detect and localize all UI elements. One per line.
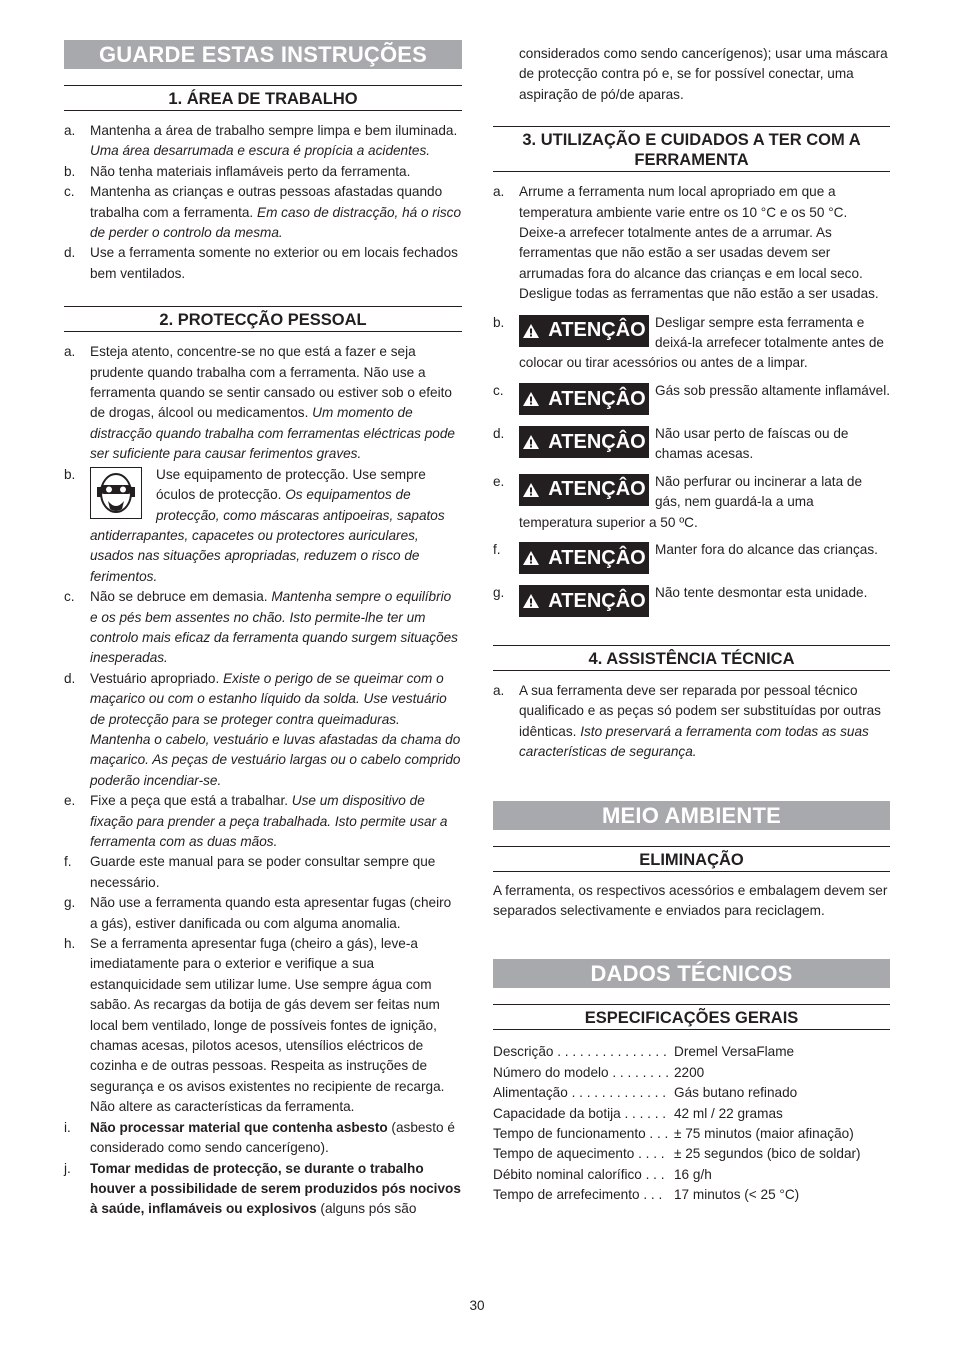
item-italic-text: Isto preservará a ferramenta com todas as suas características de segurança. <box>519 723 869 760</box>
warning-triangle-icon <box>522 323 540 339</box>
item-italic-text: Em caso de distracção, há o risco de perder o controlo da mesma. <box>90 204 461 241</box>
item-bold-text: Não processar material que contenha asbesto <box>90 1119 388 1135</box>
item-text: Mantenha as crianças e outras pessoas afastadas quando trabalha com a ferramenta. <box>90 184 443 220</box>
item-bold-text: Tomar medidas de protecção, se durante o trabalho houver a possibilidade de serem produzidos pós nocivos à saúde, inflamáveis ou explosivos <box>90 1160 461 1217</box>
item-label: d. <box>64 670 76 686</box>
item-italic-text: Uma área desarrumada e escura é propícia a acidentes. <box>90 143 431 159</box>
list-item <box>64 182 462 243</box>
item-text: Guarde este manual para se poder consultar sempre que necessário. <box>90 854 436 890</box>
warning-text: Não tente desmontar esta unidade. <box>655 584 868 600</box>
warning-triangle-icon <box>522 434 540 450</box>
disposal-text: A ferramenta, os respectivos acessórios e embalagem devem ser separados selectivamente e enviados para reciclagem. <box>493 882 888 918</box>
item-label: f. <box>64 854 72 870</box>
list-item <box>64 243 462 284</box>
warning-item <box>493 424 890 465</box>
spec-value: 2200 <box>674 1064 705 1080</box>
continuation-text: considerados como sendo cancerígenos); usar uma máscara de protecção contra pó e, se for possível conectar, uma aspiração de pó/de aparas. <box>519 46 888 102</box>
item-label: a. <box>493 184 505 200</box>
work-area-list <box>64 121 462 284</box>
item-label: c. <box>493 382 504 398</box>
section-heading-personal-protection: 2. PROTECÇÃO PESSOAL <box>64 306 462 332</box>
spec-value: 17 minutos (< 25 °C) <box>674 1187 800 1203</box>
item-text: Use a ferramenta somente no exterior ou em locais fechados bem ventilados. <box>90 245 458 281</box>
item-text: Use equipamento de protecção. Use sempre óculos de protecção. <box>156 466 426 503</box>
list-item <box>64 1118 462 1159</box>
list-item <box>493 681 890 763</box>
warning-badge <box>519 474 649 506</box>
item-label: a. <box>64 344 76 360</box>
section-heading-tool-use: 3. UTILIZAÇÃO E CUIDADOS A TER COM A FERRAMENTA <box>493 126 890 172</box>
warning-text: Desligar sempre esta ferramenta e deixá-la arrefecer totalmente antes de colocar ou tirar acessórios ou antes de a limpar. <box>519 314 884 371</box>
list-item <box>64 852 462 893</box>
item-label: j. <box>64 1160 71 1176</box>
item-label: c. <box>64 589 75 605</box>
warning-item <box>493 472 890 533</box>
warning-text: Gás sob pressão altamente inflamável. <box>655 382 890 398</box>
item-text: A sua ferramenta deve ser reparada por pessoal técnico qualificado e as peças só podem ser substituídas por outras idênticas. <box>519 682 881 739</box>
warning-triangle-icon <box>522 391 540 407</box>
safety-goggles-mask-icon <box>90 467 142 519</box>
warning-label: ATENÇÂO <box>548 589 646 612</box>
item-label: b. <box>493 314 505 330</box>
item-text: Não use a ferramenta quando esta apresentar fugas (cheiro a gás), estiver danificada ou com alguma anomalia. <box>90 895 452 931</box>
item-label: a. <box>493 682 505 698</box>
spec-row <box>493 1104 890 1124</box>
item-label: d. <box>493 425 505 441</box>
item-label: a. <box>64 123 76 138</box>
spec-key: Descrição . . . . . . . . . . . . . . . <box>493 1044 667 1060</box>
warning-label: ATENÇÂO <box>548 387 646 410</box>
right-column <box>493 44 890 1206</box>
warning-text: Manter fora do alcance das crianças. <box>655 541 878 557</box>
warning-label: ATENÇÂO <box>548 478 646 501</box>
spec-row <box>493 1124 890 1144</box>
page-number: 30 <box>469 1298 485 1313</box>
item-italic-text: Use um dispositivo de fixação para prender a peça trabalhada. Isto permite usar a ferramenta com as duas mãos. <box>90 793 448 849</box>
list-item <box>64 162 462 182</box>
section-heading-disposal: ELIMINAÇÃO <box>493 846 890 872</box>
item-italic-text: Mantenha sempre o equilíbrio e os pés bem assentes no chão. Isto permite-lhe ter um controlo mais eficaz da ferramenta quando surgem situações inesperadas. <box>90 589 458 666</box>
item-italic-text: Um momento de distracção quando trabalha com ferramentas eléctricas pode ser suficiente para causar ferimentos graves. <box>90 405 455 462</box>
left-column <box>64 40 462 1220</box>
item-text: Se a ferramenta apresentar fuga (cheiro a gás), leve-a imediatamente para o exterior e verifique a sua estanquicidade sem utilizar lume. Use sempre água com sabão. As recargas da botija de gás devem ser feitas num local bem ventilado, longe de possíveis fontes de ignição, chamas acesas, pilotos acesos, utensílios eléctricos de cozinha e de outras pessoas. Respeita as instruções de segurança e os avisos existentes no recipiente de recarga. Não altere as características da ferramenta. <box>90 936 445 1115</box>
list-item <box>64 669 462 791</box>
spec-key: Tempo de arrefecimento . . . <box>493 1187 663 1203</box>
item-italic-text: Existe o perigo de se queimar com o maçarico ou com o estanho líquido da solda. Use vestuário de protecção para se proteger contra queimaduras. Mantenha o cabelo, vestuário e luvas afastadas da chama do maçarico. As peças de vestuário largas ou o cabelo comprido poderão incendiar-se. <box>90 670 461 788</box>
list-item <box>64 342 462 464</box>
warning-badge <box>519 426 649 458</box>
spec-row <box>493 1083 890 1103</box>
spec-value: 16 g/h <box>674 1166 712 1182</box>
item-text: (asbesto é considerado como sendo cancerígeno). <box>90 1119 455 1156</box>
item-label: e. <box>64 793 76 809</box>
item-text: Não se debruce em demasia. <box>90 589 268 605</box>
warning-item <box>493 540 890 576</box>
list-item <box>64 121 462 162</box>
spec-key: Tempo de funcionamento . . . <box>493 1125 669 1141</box>
list-item <box>493 182 890 304</box>
list-item <box>64 465 462 587</box>
spec-row <box>493 1144 890 1164</box>
item-italic-text: Os equipamentos de protecção, como máscaras antipoeiras, sapatos antiderrapantes, capacetes ou protectores auriculares, usados nas situações apropriadas, reduzem o risco de ferimentos. <box>90 487 445 584</box>
spec-key: Débito nominal calorífico . . . <box>493 1166 665 1182</box>
list-item <box>64 587 462 669</box>
list-item <box>64 1159 462 1220</box>
warning-label: ATENÇÂO <box>548 319 646 342</box>
warning-badge <box>519 315 649 347</box>
warning-triangle-icon <box>522 482 540 498</box>
item-label: c. <box>64 184 75 200</box>
section-heading-service: 4. ASSISTÊNCIA TÉCNICA <box>493 645 890 671</box>
spec-value: Dremel VersaFlame <box>674 1044 795 1060</box>
spec-value: 42 ml / 22 gramas <box>674 1105 783 1121</box>
spec-key: Alimentação . . . . . . . . . . . . . <box>493 1085 667 1101</box>
spec-value: ± 25 segundos (bico de soldar) <box>674 1146 861 1162</box>
warning-item <box>493 381 890 417</box>
item-label: g. <box>493 584 505 600</box>
list-item <box>64 791 462 852</box>
item-text: Arrume a ferramenta num local apropriado em que a temperatura ambiente varie entre os 10 °C e os 50 °C. Deixe-a arrefecer totalmente antes de a arrumar. As ferramentas que não estão a ser usadas devem ser arrumadas fora do alcance das crianças e em local seco. Desligue todas as ferramentas que não estão a ser usadas. <box>519 184 879 302</box>
spec-row <box>493 1063 890 1083</box>
section-banner-technical-data: DADOS TÉCNICOS <box>493 959 890 988</box>
personal-protection-list <box>64 342 462 1219</box>
item-label: i. <box>64 1119 71 1135</box>
spec-key: Número do modelo . . . . . . . . <box>493 1064 670 1080</box>
section-heading-work-area: 1. ÁREA DE TRABALHO <box>64 85 462 111</box>
warning-list <box>493 313 890 619</box>
spec-list <box>493 1042 890 1205</box>
warning-badge <box>519 542 649 574</box>
item-text: (alguns pós são <box>316 1201 417 1217</box>
spec-row <box>493 1185 890 1205</box>
item-text: Fixe a peça que está a trabalhar. <box>90 793 288 809</box>
item-text: Vestuário apropriado. <box>90 670 220 686</box>
warning-triangle-icon <box>522 550 540 566</box>
item-label: g. <box>64 895 76 911</box>
section-heading-general-specs: ESPECIFICAÇÕES GERAIS <box>493 1004 890 1030</box>
item-label: d. <box>64 245 76 261</box>
warning-text: Não usar perto de faíscas ou de chamas acesas. <box>655 425 849 462</box>
item-text: Esteja atento, concentre-se no que está a fazer e seja prudente quando trabalha com a ferramenta. Não use a ferramenta quando se sentir cansado ou estiver sob o efeito de drogas, álcool ou medicamentos. <box>90 344 452 421</box>
warning-triangle-icon <box>522 593 540 609</box>
warning-badge <box>519 383 649 415</box>
warning-label: ATENÇÂO <box>548 546 646 569</box>
item-label: h. <box>64 936 76 952</box>
spec-value: Gás butano refinado <box>674 1085 798 1101</box>
spec-key: Capacidade da botija . . . . . . <box>493 1105 667 1121</box>
item-label: f. <box>493 541 501 557</box>
section-banner-save-instructions: GUARDE ESTAS INSTRUÇÕES <box>64 40 462 69</box>
spec-row <box>493 1165 890 1185</box>
list-item <box>64 893 462 934</box>
spec-key: Tempo de aquecimento . . . . <box>493 1146 665 1162</box>
warning-item <box>493 313 890 374</box>
item-label: e. <box>493 473 505 489</box>
warning-label: ATENÇÂO <box>548 430 646 453</box>
spec-row <box>493 1042 890 1062</box>
item-label: b. <box>64 163 76 179</box>
warning-item <box>493 583 890 619</box>
item-text: Não tenha materiais inflamáveis perto da ferramenta. <box>90 163 411 179</box>
item-text: Mantenha a área de trabalho sempre limpa e bem iluminada. <box>90 123 458 138</box>
warning-badge <box>519 585 649 617</box>
warning-text: Não perfurar ou incinerar a lata de gás, nem guardá-la a uma temperatura superior a 50 ºC. <box>519 473 863 530</box>
section-banner-environment: MEIO AMBIENTE <box>493 801 890 830</box>
item-label: b. <box>64 466 76 482</box>
list-item <box>64 934 462 1118</box>
spec-value: ± 75 minutos (maior afinação) <box>674 1125 854 1141</box>
